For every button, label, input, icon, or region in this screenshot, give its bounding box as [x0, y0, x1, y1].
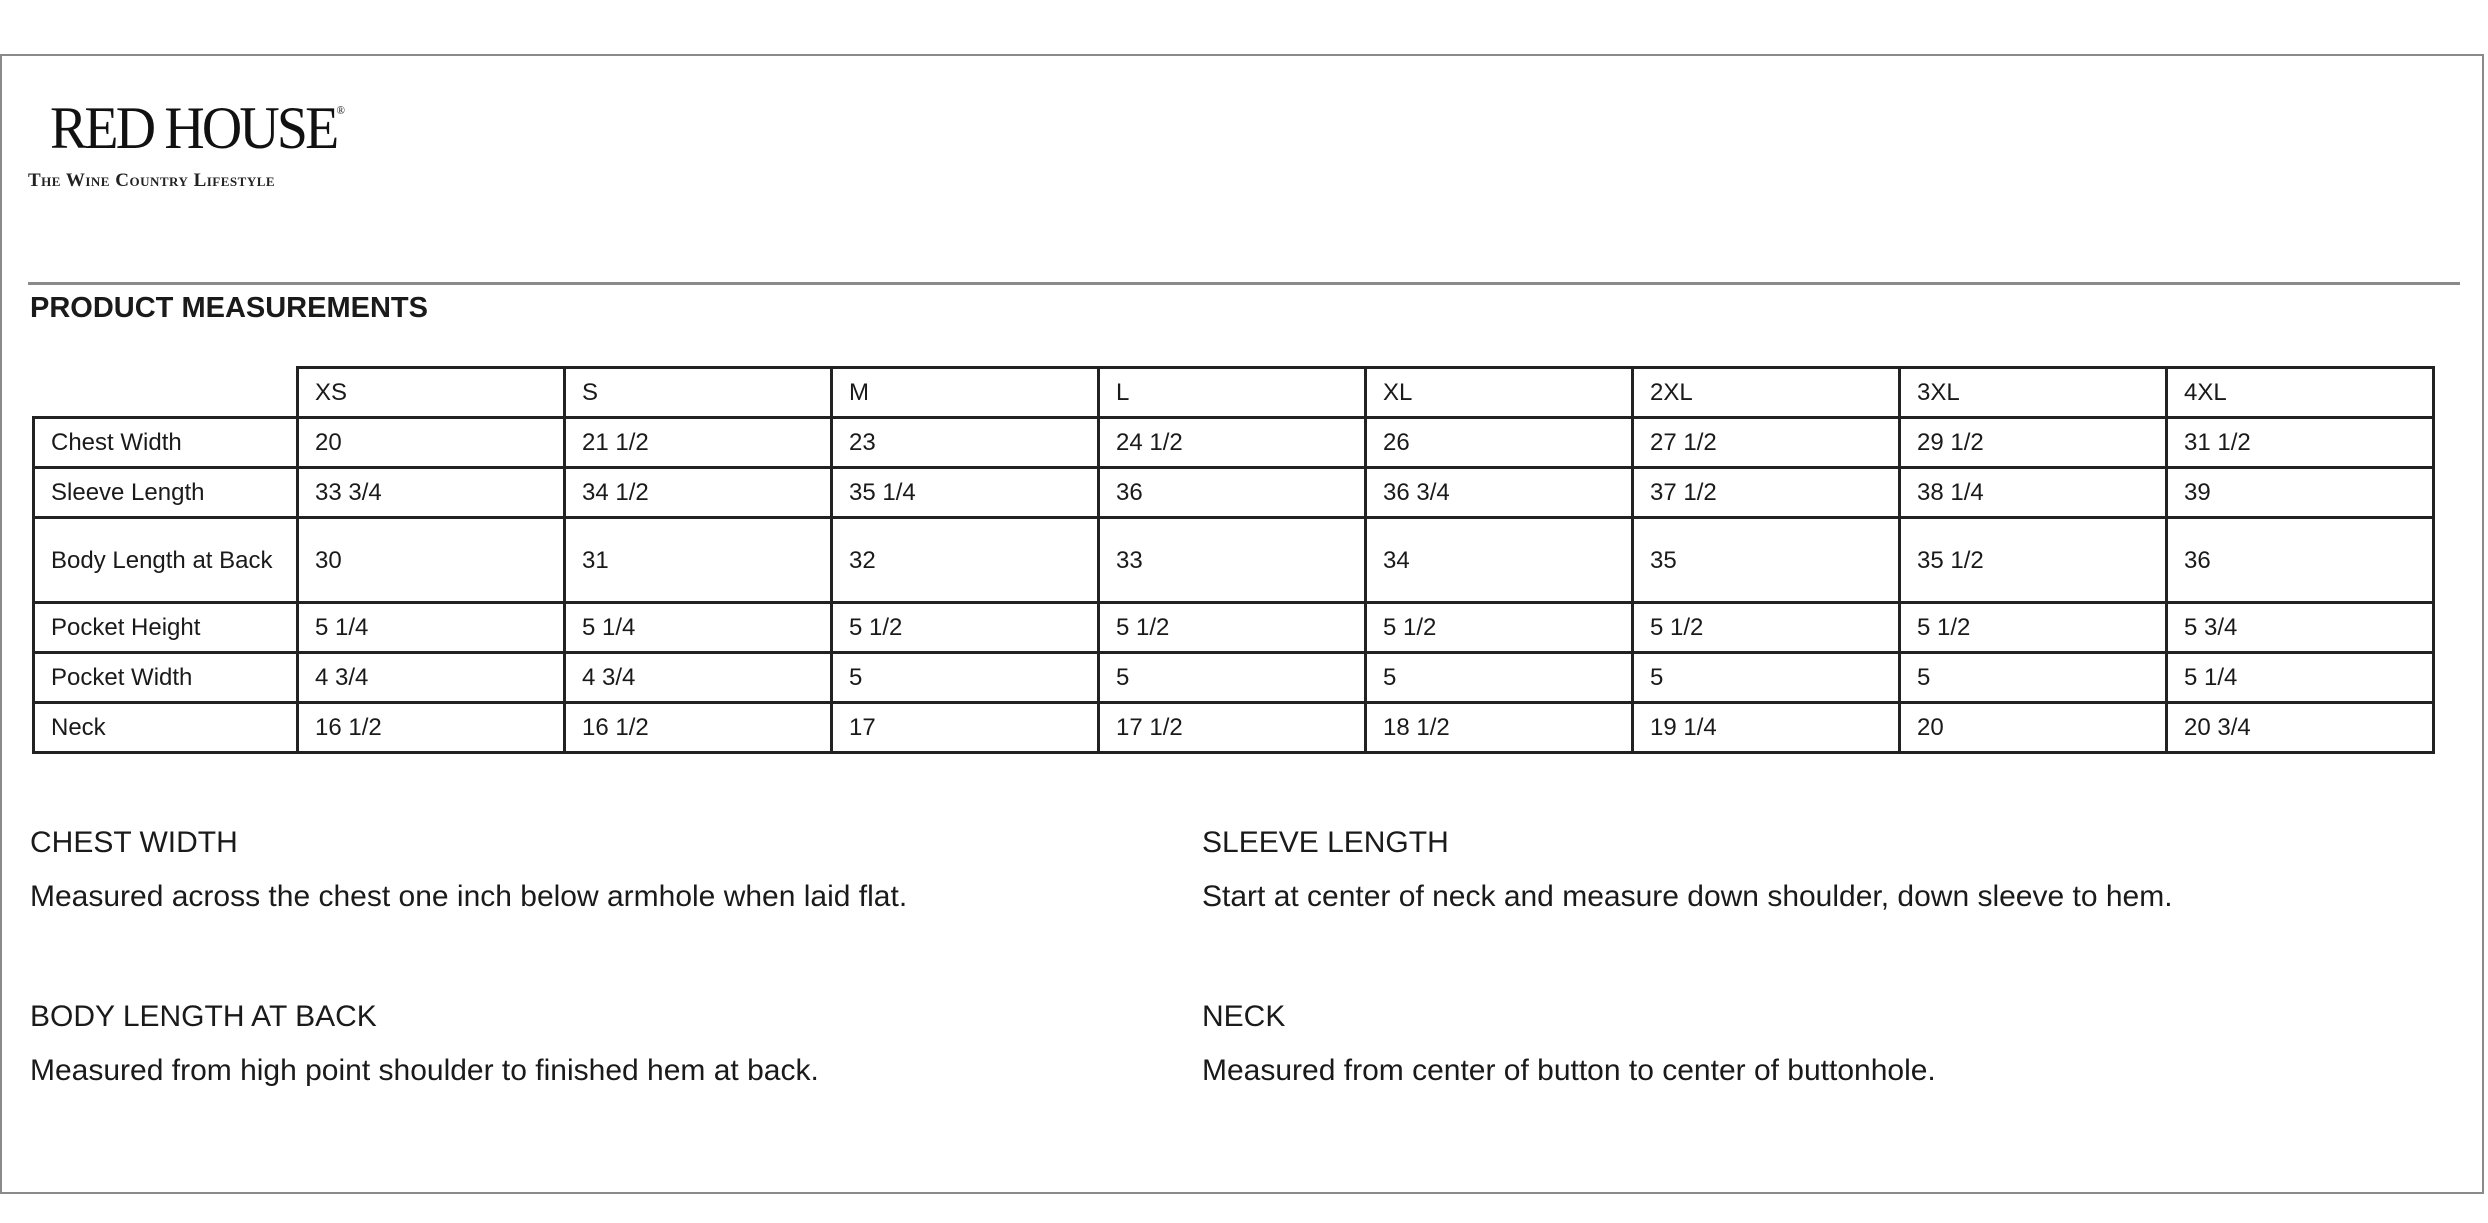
table-cell: 35 1/4: [832, 468, 1099, 518]
measurements-table: [32, 366, 2435, 754]
table-cell: 39: [2167, 468, 2434, 518]
table-cell: 5: [832, 653, 1099, 703]
table-row: [34, 703, 2434, 753]
table-cell: 35 1/2: [1900, 518, 2167, 603]
header-divider: [28, 282, 2460, 285]
table-cell: 36: [2167, 518, 2434, 603]
size-header: 3XL: [1900, 368, 2167, 418]
table-cell: 23: [832, 418, 1099, 468]
table-cell: 5 1/2: [1900, 603, 2167, 653]
table-cell: 21 1/2: [565, 418, 832, 468]
description-heading: SLEEVE LENGTH: [1202, 826, 1449, 859]
table-cell: 26: [1366, 418, 1633, 468]
row-label: Neck: [34, 703, 298, 753]
table-cell: 30: [298, 518, 565, 603]
table-cell: 16 1/2: [298, 703, 565, 753]
size-header: XS: [298, 368, 565, 418]
neck-description: [1202, 1000, 1936, 1088]
size-header: 2XL: [1633, 368, 1900, 418]
table-cell: 20: [298, 418, 565, 468]
table-row: [34, 603, 2434, 653]
table-cell: 20 3/4: [2167, 703, 2434, 753]
size-header: XL: [1366, 368, 1633, 418]
table-cell: 36 3/4: [1366, 468, 1633, 518]
logo-name-text: RED HOUSE: [50, 95, 337, 161]
table-cell: 31 1/2: [2167, 418, 2434, 468]
table-row: [34, 468, 2434, 518]
description-heading: NECK: [1202, 1000, 1286, 1033]
table-corner-cell: [34, 368, 298, 418]
table-cell: 33 3/4: [298, 468, 565, 518]
table-cell: 5 1/2: [1633, 603, 1900, 653]
row-label: Pocket Width: [34, 653, 298, 703]
table-cell: 16 1/2: [565, 703, 832, 753]
table-row: [34, 418, 2434, 468]
description-text: Measured from center of button to center of buttonhole.: [1202, 1054, 1936, 1087]
logo-wordmark: [50, 95, 345, 161]
table-cell: 4 3/4: [565, 653, 832, 703]
table-row: [34, 653, 2434, 703]
table-cell: 34 1/2: [565, 468, 832, 518]
table-cell: 27 1/2: [1633, 418, 1900, 468]
row-label: Chest Width: [34, 418, 298, 468]
table-cell: 33: [1099, 518, 1366, 603]
table-cell: 38 1/4: [1900, 468, 2167, 518]
table-cell: 17 1/2: [1099, 703, 1366, 753]
table-cell: 5 1/4: [2167, 653, 2434, 703]
table-cell: 5 1/2: [1366, 603, 1633, 653]
table-cell: 32: [832, 518, 1099, 603]
table-cell: 5 1/4: [565, 603, 832, 653]
size-header: L: [1099, 368, 1366, 418]
logo-registered-mark: ®: [336, 103, 345, 117]
size-header: 4XL: [2167, 368, 2434, 418]
table-cell: 29 1/2: [1900, 418, 2167, 468]
table-cell: 5 1/4: [298, 603, 565, 653]
size-header: M: [832, 368, 1099, 418]
table-header-row: [34, 368, 2434, 418]
row-label: Body Length at Back: [34, 518, 298, 603]
size-header: S: [565, 368, 832, 418]
table-cell: 24 1/2: [1099, 418, 1366, 468]
table-cell: 5 3/4: [2167, 603, 2434, 653]
table-cell: 19 1/4: [1633, 703, 1900, 753]
table-cell: 37 1/2: [1633, 468, 1900, 518]
table-cell: 36: [1099, 468, 1366, 518]
table-cell: 34: [1366, 518, 1633, 603]
body-length-description: [30, 1000, 819, 1088]
section-title: PRODUCT MEASUREMENTS: [30, 292, 428, 324]
row-label: Sleeve Length: [34, 468, 298, 518]
table-cell: 5 1/2: [1099, 603, 1366, 653]
table-cell: 4 3/4: [298, 653, 565, 703]
table-cell: 5: [1366, 653, 1633, 703]
description-text: Measured from high point shoulder to finished hem at back.: [30, 1054, 819, 1087]
chest-width-description: [30, 826, 907, 914]
row-label: Pocket Height: [34, 603, 298, 653]
table-cell: 17: [832, 703, 1099, 753]
table-cell: 5: [1099, 653, 1366, 703]
table-cell: 35: [1633, 518, 1900, 603]
table-cell: 5: [1633, 653, 1900, 703]
description-text: Measured across the chest one inch below armhole when laid flat.: [30, 880, 908, 913]
table-cell: 5 1/2: [832, 603, 1099, 653]
table-cell: 18 1/2: [1366, 703, 1633, 753]
description-heading: BODY LENGTH AT BACK: [30, 1000, 377, 1033]
description-heading: CHEST WIDTH: [30, 826, 238, 859]
logo-tagline: The Wine Country Lifestyle: [28, 170, 276, 191]
description-text: Start at center of neck and measure down shoulder, down sleeve to hem.: [1202, 880, 2173, 913]
table-cell: 31: [565, 518, 832, 603]
table-cell: 20: [1900, 703, 2167, 753]
sleeve-length-description: [1202, 826, 2173, 914]
table-cell: 5: [1900, 653, 2167, 703]
table-row: [34, 518, 2434, 603]
